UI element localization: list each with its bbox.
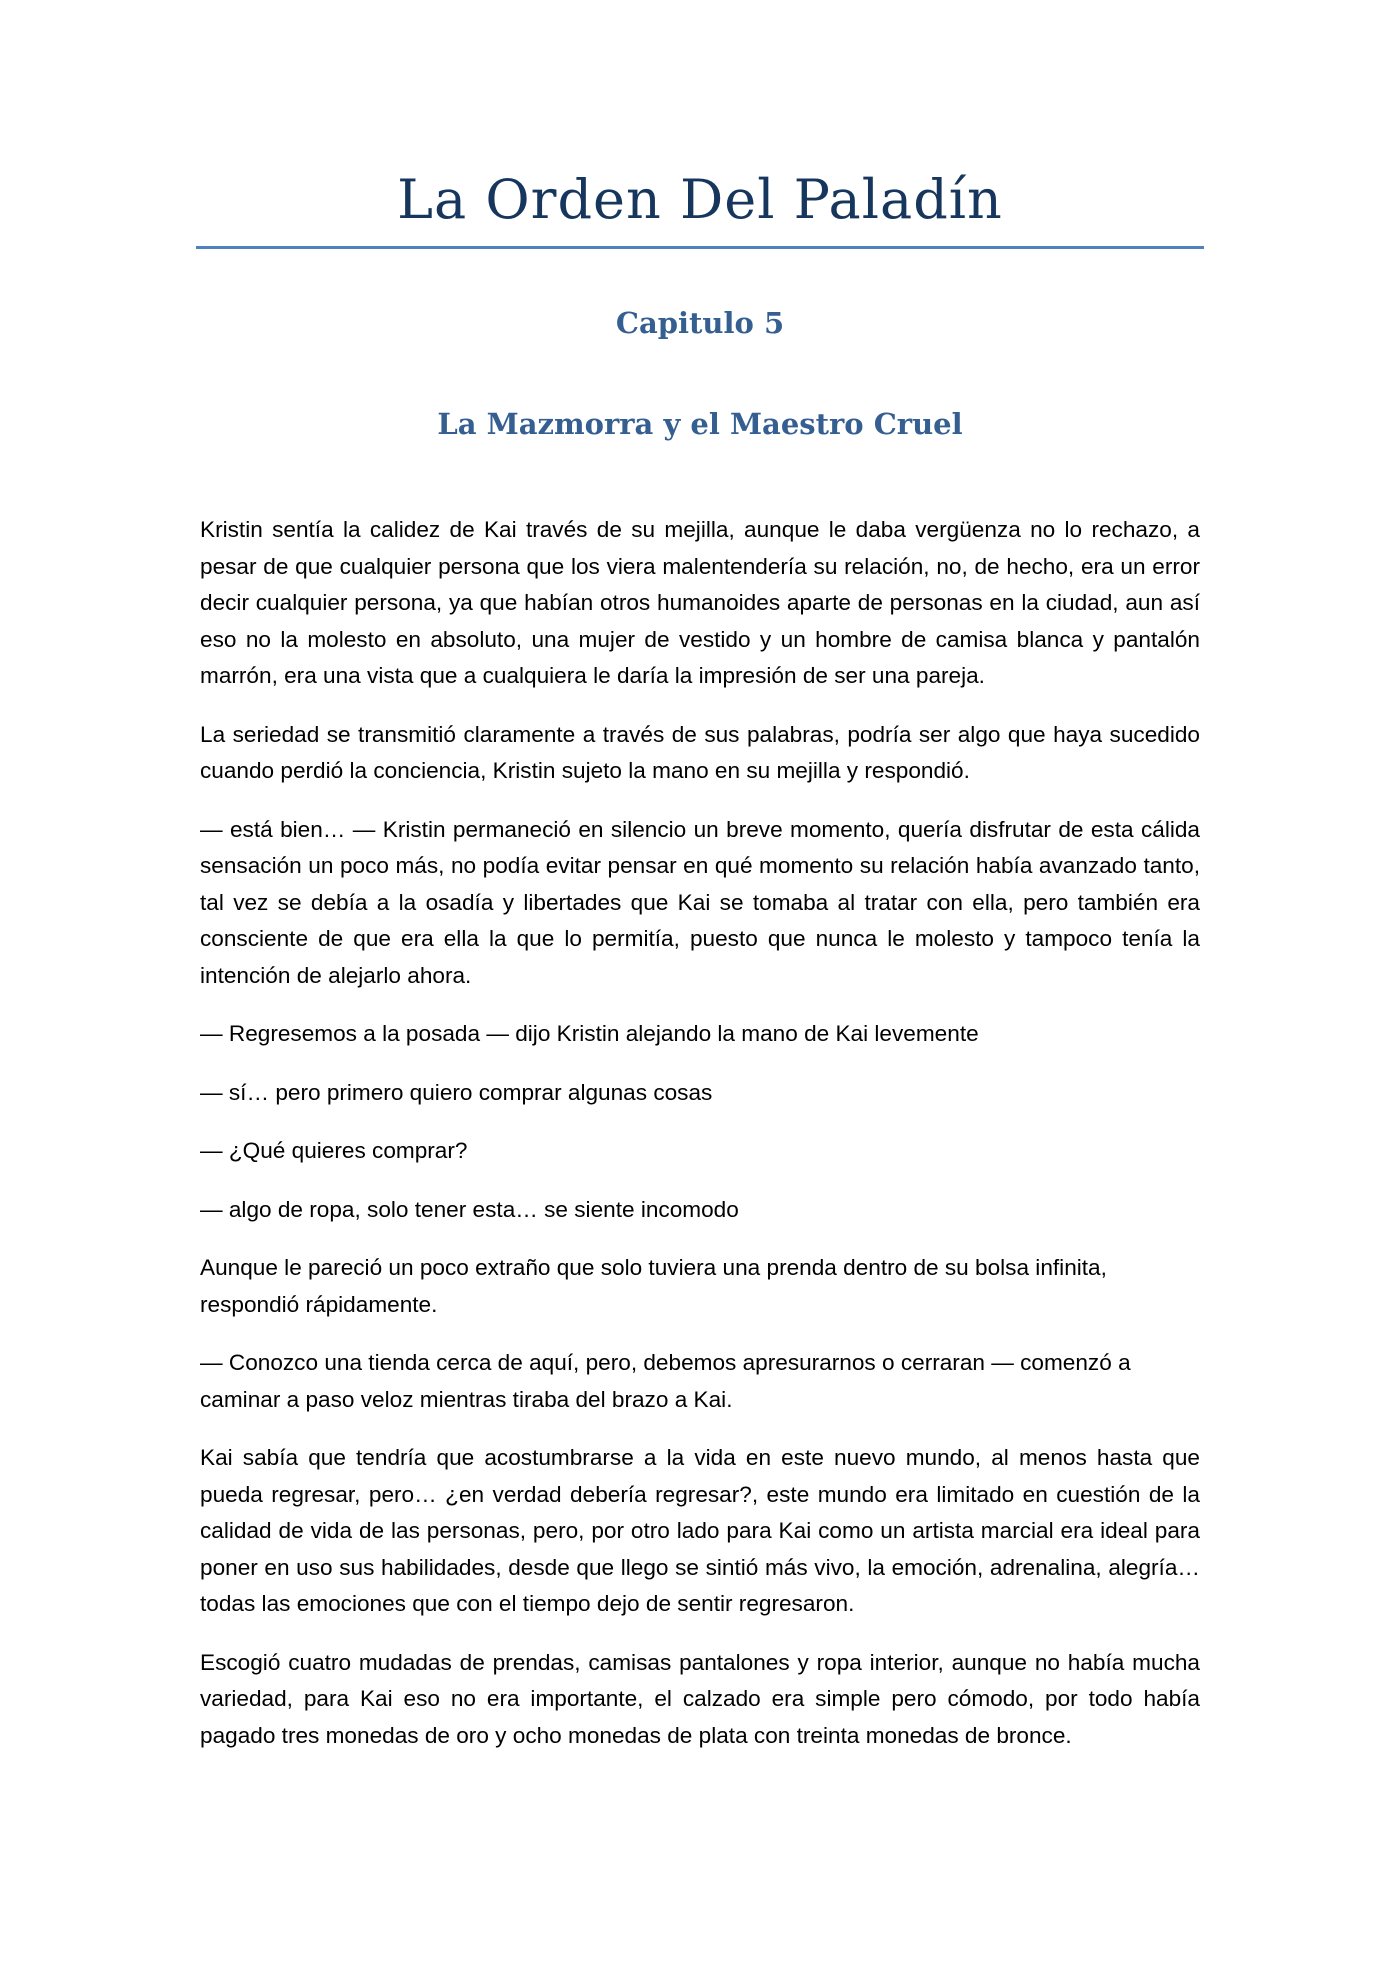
paragraph: La seriedad se transmitió claramente a través de sus palabras, podría ser algo que haya sucedido cuando perdió la conciencia, Kristin sujeto la mano en su mejilla y respondió. — [200, 721, 1200, 783]
paragraph: Kristin sentía la calidez de Kai través de su mejilla, aunque le daba vergüenza no lo rechazo, a pesar de que cualquier persona que los viera malentendería su relación, no, de hecho, era un error decir cualquier persona, ya que habían otros humanoides aparte de personas en la ciudad, aun así eso no la molesto en absoluto, una mujer de vestido y un hombre de camisa blanca y pantalón marrón, era una vista que a cualquiera le daría la impresión de ser una pareja. — [200, 517, 1200, 688]
dialogue-line: — ¿Qué quieres comprar? — [200, 1138, 468, 1163]
paragraph: — está bien… — Kristin permaneció en silencio un breve momento, quería disfrutar de esta cálida sensación un poco más, no podía evitar pensar en qué momento su relación había avanzado tanto, tal vez se debía a la osadía y libertades que Kai se tomaba al tratar con ella, pero también era consciente de que era ella la que lo permitía, puesto que nunca le molesto y tampoco tenía la intención de alejarlo ahora. — [200, 816, 1200, 988]
dialogue-line: — Conozco una tienda cerca de aquí, pero, debemos apresurarnos o cerraran — comenzó a caminar a paso veloz mientras tiraba del brazo a Kai. — [200, 1350, 1131, 1412]
paragraph: Kai sabía que tendría que acostumbrarse a la vida en este nuevo mundo, al menos hasta que pueda regresar, pero… ¿en verdad debería regresar?, este mundo era limitado en cuestión de la calidad de vida de las personas, pero, por otro lado para Kai como un artista marcial era ideal para poner en uso sus habilidades, desde que llego se sintió más vivo, la emoción, adrenalina, alegría… todas las emociones que con el tiempo dejo de sentir regresaron. — [200, 1445, 1200, 1616]
dialogue-line: — Regresemos a la posada — dijo Kristin alejando la mano de Kai levemente — [200, 1021, 979, 1046]
dialogue-line: — algo de ropa, solo tener esta… se siente incomodo — [200, 1196, 739, 1222]
document-title: La Orden Del Paladín — [397, 168, 1003, 231]
document-body — [200, 512, 1200, 1776]
title-underline-rule — [196, 246, 1204, 249]
chapter-subtitle: La Mazmorra y el Maestro Cruel — [437, 407, 963, 441]
paragraph: Aunque le pareció un poco extraño que solo tuviera una prenda dentro de su bolsa infinita, respondió rápidamente. — [200, 1255, 1107, 1317]
paragraph: Escogió cuatro mudadas de prendas, camisas pantalones y ropa interior, aunque no había mucha variedad, para Kai eso no era importante, el calzado era simple pero cómodo, por todo había pagado tres monedas de oro y ocho monedas de plata con treinta monedas de bronce. — [200, 1649, 1200, 1748]
chapter-heading: Capitulo 5 — [615, 306, 785, 340]
dialogue-line: — sí… pero primero quiero comprar algunas cosas — [200, 1079, 713, 1105]
